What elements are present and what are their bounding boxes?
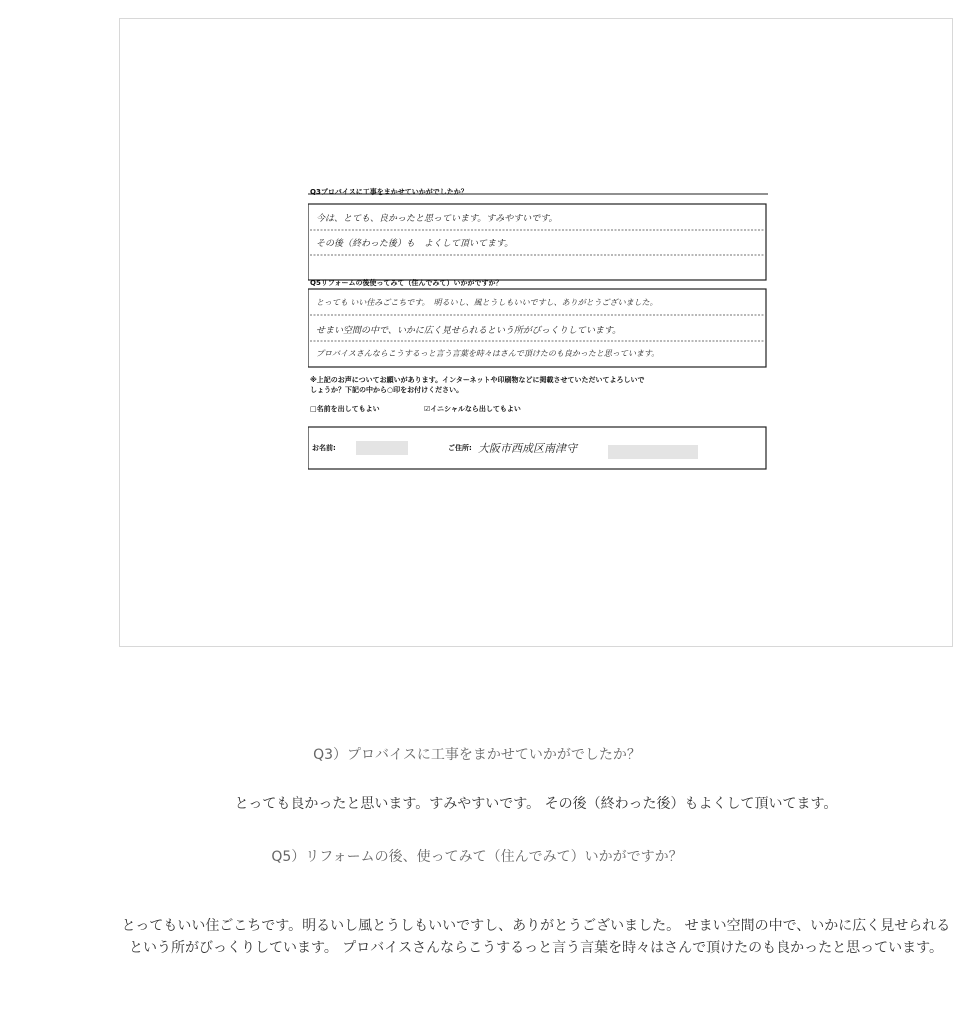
consent-note-line-2: しょうか？下記の中から○印をお付けください。 bbox=[310, 386, 464, 394]
consent-note-line-1: ※上記のお声についてお願いがあります。インターネットや印刷物などに掲載させていただいてよろしいで bbox=[310, 376, 645, 384]
questionnaire-photo bbox=[119, 18, 953, 647]
option-initial-ok: ☑イニシャルなら出してもよい bbox=[424, 405, 521, 413]
q5-handwritten-line-2: せまい空間の中で、いかに広く見せられるという所がびっくりしています。 bbox=[316, 326, 622, 336]
address-label: ご住所: bbox=[448, 444, 472, 452]
q3-handwritten-line-1: 今は、とても、良かったと思っています。すみやすいです。 bbox=[316, 214, 558, 224]
q5-handwritten-line-1: とっても いい住みごこちです。 明るいし、風とうしもいいですし、ありがとうございました。 bbox=[316, 298, 658, 307]
option-name-ok: □名前を出してもよい bbox=[310, 405, 380, 413]
name-label: お名前: bbox=[312, 444, 336, 452]
q5-caption: Q5）リフォームの後、使ってみて（住んでみて）いかがですか？ bbox=[271, 849, 683, 865]
questionnaire-form-lines bbox=[308, 191, 768, 481]
q3-caption: Q3）プロバイスに工事をまかせていかがでしたか？ bbox=[313, 747, 641, 763]
q5-form-label: Q5リフォームの後使ってみて（住んでみて）いかがですか？ bbox=[310, 279, 503, 287]
q3-handwritten-line-2: その後（終わった後）も よくして頂いてます。 bbox=[316, 239, 514, 249]
q5-handwritten-line-3: プロバイスさんならこうするっと言う言葉を時々はさんで頂けたのも良かったと思っています。 bbox=[316, 349, 660, 358]
q3-answer: とっても良かったと思います。すみやすいです。 その後（終わった後）もよくして頂いてます。 bbox=[234, 796, 838, 812]
scanned-questionnaire bbox=[308, 188, 768, 481]
address-handwritten: 大阪市西成区南津守 bbox=[478, 442, 577, 455]
q3-form-label: Q3プロバイスに工事をまかせていかがでしたか？ bbox=[310, 188, 468, 196]
q5-answer: とってもいい住ごこちです。明るいし風とうしもいいですし、ありがとうございました。 せまい空間の中で、いかに広く見せられるという所がびっくりしています。 プロバイスさんならこうするっと言う言葉を時々はさんで頂けたのも良かったと思っています。 bbox=[121, 918, 951, 956]
